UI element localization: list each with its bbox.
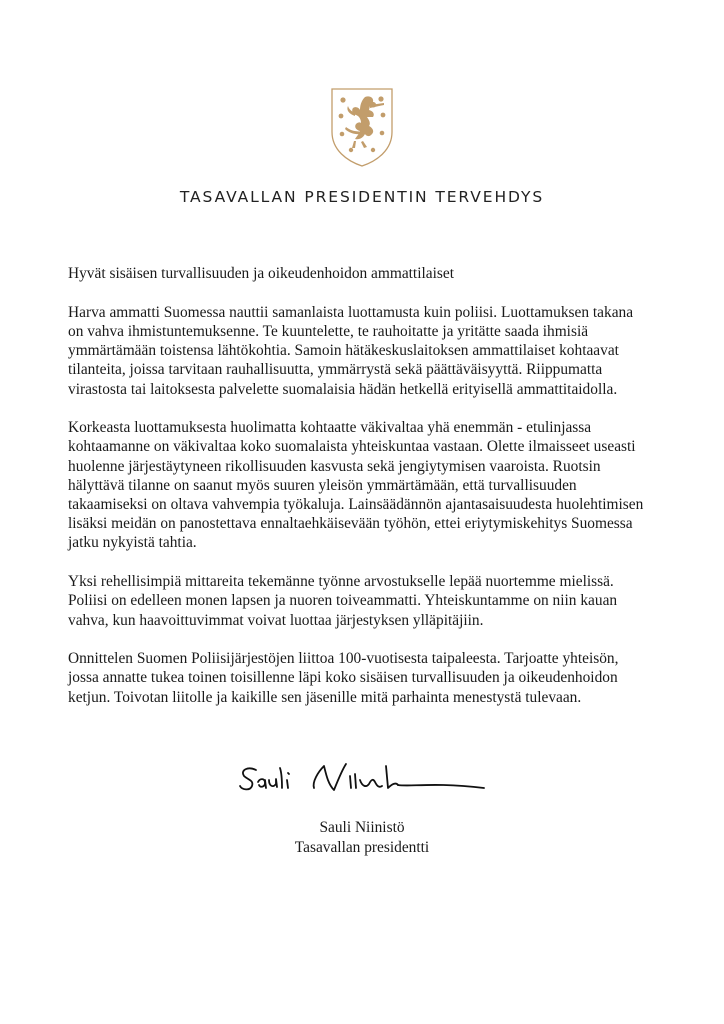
letter-body — [68, 264, 648, 726]
letter-paragraph: Yksi rehellisimpiä mittareita tekemänne työnne arvostukselle lepää nuortemme mielissä. Poliisi on edelleen monen lapsen ja nuoren toiveammatti. Yhteiskuntamme on niin kauan vahva, kun haavoittuvimmat voivat luottaa järjestyksen ylläpitäjiin. — [68, 573, 618, 629]
letter-paragraph: Harva ammatti Suomessa nauttii samanlaista luottamusta kuin poliisi. Luottamuksen takana on vahva ihmistuntemuksenne. Te kuuntelette, te rauhoitatte ja yritätte saada ihmisiä ymmärtämään toistensa lähtökohtia. Samoin hätäkeskuslaitoksen ammattilaiset kohtaavat tilanteita, joissa tarvitaan rauhallisuutta, ymmärrystä sekä päättäväisyyttä. Riippumatta virastosta tai laitoksesta palvelette suomalaisia hädän hetkellä erityisellä ammattitaidolla. — [68, 303, 634, 398]
letter-greeting: Hyvät sisäisen turvallisuuden ja oikeudenhoidon ammattilaiset — [68, 265, 454, 282]
letter-paragraph: Onnittelen Suomen Poliisijärjestöjen liittoa 100-vuotisesta taipaleesta. Tarjoatte yhteisön, jossa annatte tukea toinen toisillenne läpi koko sisäisen turvallisuuden ja oikeudenhoidon ketjun. Toivotan liitolle ja kaikille sen jäsenille mitä parhainta menestystä tulevaan. — [68, 650, 619, 706]
coat-of-arms-icon — [329, 86, 395, 168]
signature-block — [0, 818, 724, 858]
letter-paragraph: Korkeasta luottamuksesta huolimatta kohtaatte väkivaltaa yhä enemmän - etulinjassa kohtaamanne on väkivaltaa koko suomalaista yhteiskuntaa vastaan. Olette ilmaisseet useasti huolenne järjestäytyneen rikollisuuden kasvusta sekä jengiytymisen vaaroista. Ruotsin hälyttävä tilanne on saanut myös suuren yleisön ymmärtämään, että turvallisuuden takaamiseksi on oltava vahvempia työkaluja. Lainsäädännön ajantasaisuudesta huolehtimisen lisäksi meidän on panostettava ennaltaehkäisevään työhön, ettei eriytymiskehitys Suomessa jatku nykyistä tahtia. — [68, 419, 644, 552]
handwritten-signature — [238, 758, 488, 798]
letterhead-title: TASAVALLAN PRESIDENTIN TERVEHDYS — [179, 188, 545, 206]
signer-title: Tasavallan presidentti — [294, 839, 430, 856]
signer-name: Sauli Niinistö — [319, 819, 405, 836]
